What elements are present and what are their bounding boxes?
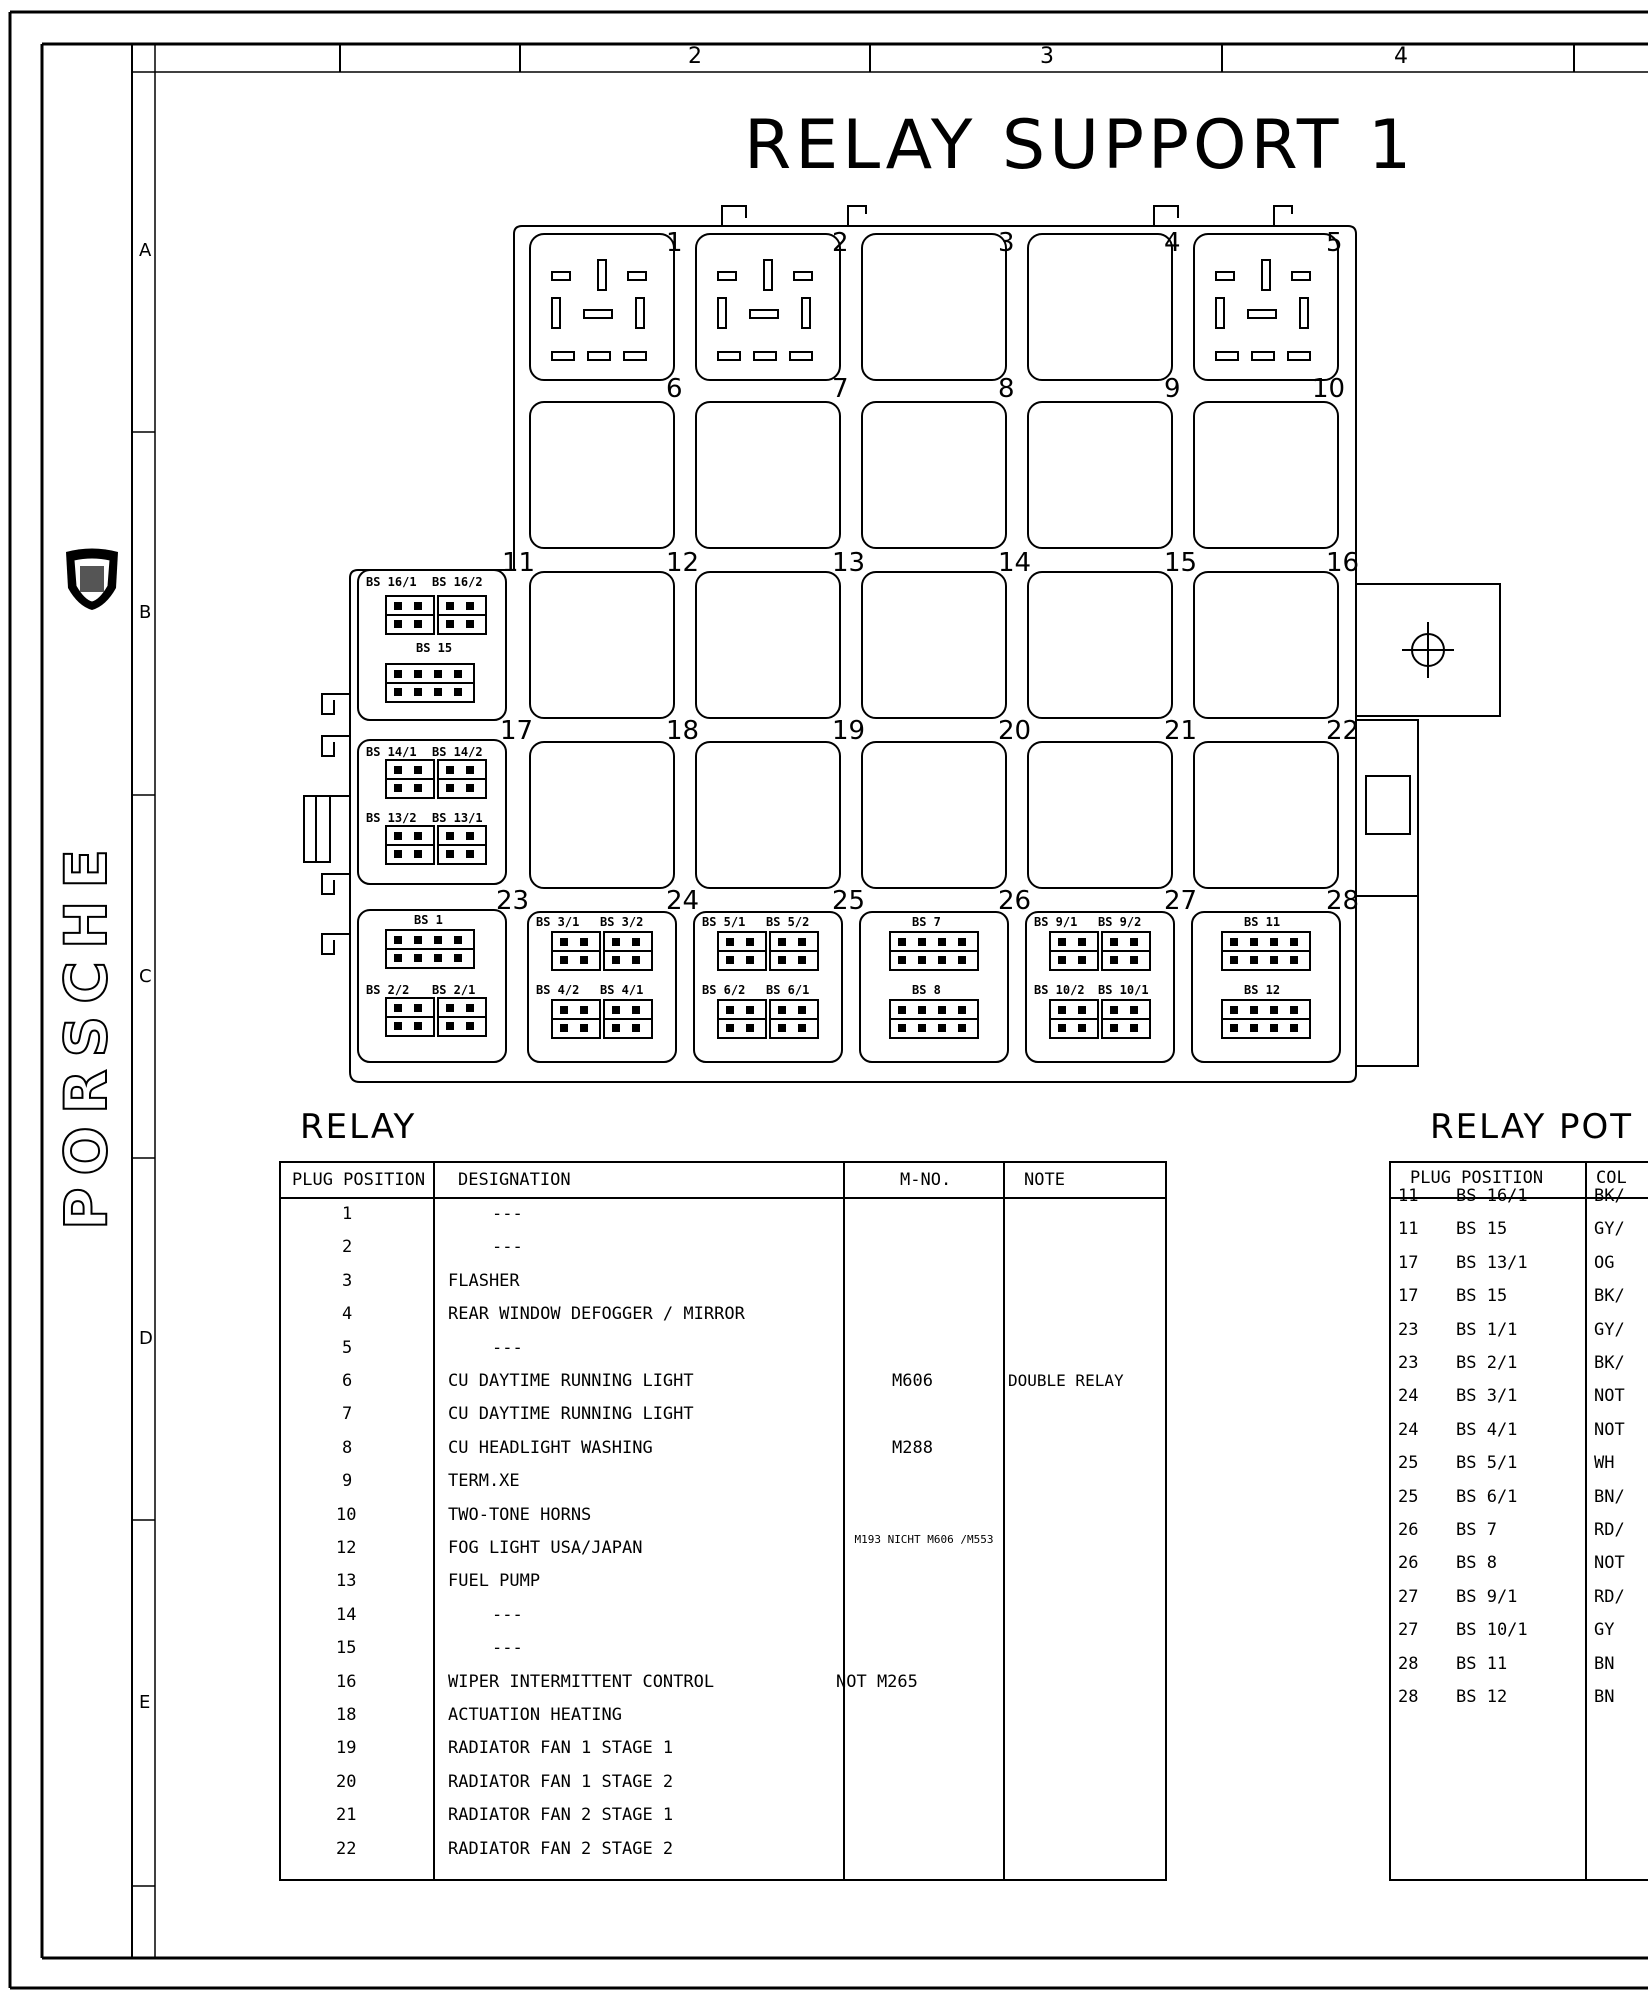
ruler-number-4: 4 [1394,44,1408,69]
relay-plug-position: 9 [342,1471,353,1491]
pot-plug-position: 11 [1398,1186,1419,1206]
relay-slot [1028,572,1172,718]
pot-plug-position: 26 [1398,1553,1419,1573]
connector-plug-icon [1102,932,1150,970]
relay-designation: ACTUATION HEATING [448,1705,622,1725]
pot-color: NOT [1594,1420,1625,1440]
relay-plug-position: 6 [342,1371,353,1391]
connector-label: BS 7 [912,915,941,929]
pot-connector: BS 9/1 [1456,1587,1518,1607]
slot-number: 22 [1326,716,1360,746]
pot-connector: BS 11 [1456,1654,1508,1674]
relay-table-title: RELAY [300,1107,417,1147]
connector-plug-icon [386,664,474,702]
mounting-hole-crosshair-icon [1402,622,1454,678]
connector-label: BS 9/1 [1034,915,1078,929]
connector-label: BS 13/1 [432,811,483,825]
pot-color: NOT [1594,1553,1625,1573]
connector-label: BS 11 [1244,915,1281,929]
row-letter-a: A [139,240,152,261]
connector-plug-icon [1222,932,1310,970]
relay-plug-position: 15 [336,1638,357,1658]
relay-slot [696,742,840,888]
relay-slot [862,742,1006,888]
slot-number: 24 [666,886,700,916]
relay-designation: --- [492,1338,523,1358]
relay-plug-position: 1 [342,1204,353,1224]
relay-designation: RADIATOR FAN 2 STAGE 2 [448,1839,674,1859]
ruler-number-3: 3 [1040,44,1054,69]
connector-plug-icon [604,1000,652,1038]
pot-color: BN [1594,1687,1615,1707]
connector-plug-icon [890,932,978,970]
relay-plug-position: 14 [336,1605,357,1625]
relay-header-plug-position: PLUG POSITION [292,1170,426,1190]
porsche-brand-text: PORSCHE [52,837,120,1230]
connector-plug-icon [386,930,474,968]
relay-plug-position: 4 [342,1304,353,1324]
relay-slot [862,572,1006,718]
slot-number: 13 [832,548,866,578]
relay-designation: RADIATOR FAN 1 STAGE 1 [448,1738,674,1758]
slot-number: 18 [666,716,700,746]
slot-number: 23 [496,886,530,916]
pot-connector: BS 8 [1456,1553,1497,1573]
pot-color: GY [1594,1620,1615,1640]
relay-header-m-no: M-NO. [900,1170,952,1190]
relay-slot [530,742,674,888]
row-letter-e: E [139,1692,151,1713]
pot-connector: BS 13/1 [1456,1253,1528,1273]
pot-header-color: COL [1596,1168,1627,1188]
connector-label: BS 12 [1244,983,1281,997]
slot-number: 6 [666,374,683,404]
ruler-number-2: 2 [688,44,702,69]
connector-plug-icon [604,932,652,970]
relay-plug-position: 8 [342,1438,353,1458]
relay-slot [530,572,674,718]
pot-plug-position: 25 [1398,1453,1419,1473]
connector-label: BS 8 [912,983,941,997]
slot-number: 15 [1164,548,1198,578]
relay-slot [1028,234,1172,380]
relay-designation: FOG LIGHT USA/JAPAN [448,1538,643,1558]
relay-table-grid [280,1162,1166,1880]
relay-slot [696,572,840,718]
slot-number: 11 [502,548,536,578]
pot-plug-position: 17 [1398,1286,1419,1306]
slot-number: 9 [1164,374,1181,404]
relay-designation: TWO-TONE HORNS [448,1505,592,1525]
connector-label: BS 15 [416,641,453,655]
pot-plug-position: 24 [1398,1386,1419,1406]
relay-slot [1194,742,1338,888]
connector-plug-icon [1050,932,1098,970]
pot-connector: BS 3/1 [1456,1386,1518,1406]
connector-plug-icon [386,596,434,634]
relay-slot [1028,742,1172,888]
relay-designation: CU DAYTIME RUNNING LIGHT [448,1404,694,1424]
connector-label: BS 14/1 [366,745,417,759]
pot-plug-position: 28 [1398,1687,1419,1707]
relay-plug-position: 7 [342,1404,353,1424]
slot-number: 16 [1326,548,1360,578]
connector-plug-icon [438,998,486,1036]
connector-label: BS 5/1 [702,915,746,929]
connector-label: BS 5/2 [766,915,810,929]
relay-header-note: NOTE [1024,1170,1065,1190]
connector-label: BS 6/1 [766,983,810,997]
connector-plug-icon [552,932,600,970]
relay-designation: --- [492,1638,523,1658]
relay-designation: FLASHER [448,1271,520,1291]
pot-connector: BS 16/1 [1456,1186,1528,1206]
connector-label: BS 2/2 [366,983,410,997]
pot-connector: BS 4/1 [1456,1420,1518,1440]
relay-plug-position: 2 [342,1237,353,1257]
relay-slot [696,402,840,548]
pot-connector: BS 2/1 [1456,1353,1518,1373]
relay-m-number: M606 [892,1371,933,1391]
connector-label: BS 10/2 [1034,983,1085,997]
relay-designation: --- [492,1237,523,1257]
row-ruler [132,432,155,1886]
pot-color: WH [1594,1453,1615,1473]
slot-number: 26 [998,886,1032,916]
pot-color: RD/ [1594,1520,1625,1540]
connector-plug-icon [438,760,486,798]
relay-pin-layouts [552,260,1310,360]
pot-plug-position: 24 [1398,1420,1419,1440]
slot-number: 3 [998,228,1015,258]
connector-label: BS 13/2 [366,811,417,825]
pot-color: NOT [1594,1386,1625,1406]
slot-number: 5 [1326,228,1343,258]
relay-plug-position: 20 [336,1772,357,1792]
connector-label: BS 3/1 [536,915,580,929]
relay-slot [862,402,1006,548]
relay-pin-icon [718,260,812,360]
relay-designation: RADIATOR FAN 1 STAGE 2 [448,1772,674,1792]
pot-plug-position: 23 [1398,1353,1419,1373]
relay-designation: RADIATOR FAN 2 STAGE 1 [448,1805,674,1825]
connector-plug-icon [770,932,818,970]
pot-connector: BS 15 [1456,1286,1508,1306]
connector-label: BS 16/2 [432,575,483,589]
relay-designation: WIPER INTERMITTENT CONTROL [448,1672,715,1692]
connector-label: BS 16/1 [366,575,417,589]
pot-connector: BS 6/1 [1456,1487,1518,1507]
pot-plug-position: 28 [1398,1654,1419,1674]
slot-number: 20 [998,716,1032,746]
pot-header-plug-position: PLUG POSITION [1410,1168,1544,1188]
pot-plug-position: 17 [1398,1253,1419,1273]
pot-connector: BS 1/1 [1456,1320,1518,1340]
relay-plug-position: 10 [336,1505,357,1525]
connector-label: BS 4/2 [536,983,580,997]
relay-designation: CU DAYTIME RUNNING LIGHT [448,1371,694,1391]
pot-connector: BS 10/1 [1456,1620,1528,1640]
relay-m-number: M288 [892,1438,933,1458]
connector-plug-icon [386,760,434,798]
connector-plug-icon [890,1000,978,1038]
relay-designation: REAR WINDOW DEFOGGER / MIRROR [448,1304,745,1324]
relay-slot [862,234,1006,380]
connector-label: BS 14/2 [432,745,483,759]
pot-plug-position: 26 [1398,1520,1419,1540]
column-ruler [340,44,1574,72]
relay-m-number: NOT M265 [836,1672,918,1692]
slot-number: 27 [1164,886,1198,916]
relay-pin-icon [1216,260,1310,360]
pot-plug-position: 25 [1398,1487,1419,1507]
relay-designation: FUEL PUMP [448,1571,541,1591]
connector-plug-icon [718,932,766,970]
connector-plug-icon [386,826,434,864]
relay-designation: TERM.XE [448,1471,520,1491]
connector-label: BS 10/1 [1098,983,1149,997]
relay-plug-position: 16 [336,1672,357,1692]
connector-label: BS 6/2 [702,983,746,997]
pot-color: BN/ [1594,1487,1625,1507]
relay-slot [530,402,674,548]
pot-color: BK/ [1594,1286,1625,1306]
relay-designation: CU HEADLIGHT WASHING [448,1438,653,1458]
connector-plug-icon [438,596,486,634]
slot-number: 2 [832,228,849,258]
relay-header-designation: DESIGNATION [458,1170,571,1190]
relay-designation: --- [492,1605,523,1625]
pot-color: GY/ [1594,1219,1625,1239]
pot-connector: BS 7 [1456,1520,1497,1540]
slot-number: 21 [1164,716,1198,746]
connector-plug-icon [1222,1000,1310,1038]
pot-plug-position: 27 [1398,1587,1419,1607]
relay-plug-position: 13 [336,1571,357,1591]
connector-blocks [358,570,1340,1062]
connector-plug-icon [718,1000,766,1038]
pot-plug-position: 27 [1398,1620,1419,1640]
relay-plug-position: 5 [342,1338,353,1358]
connector-label: BS 1 [414,913,443,927]
pot-table-title: RELAY POT [1430,1107,1634,1147]
pot-color: OG [1594,1253,1615,1273]
pot-plug-position: 23 [1398,1320,1419,1340]
connector-plug-icon [438,826,486,864]
page-title: RELAY SUPPORT 1 [744,106,1416,185]
slot-number: 7 [832,374,849,404]
relay-note: DOUBLE RELAY [1008,1371,1124,1390]
row-letter-d: D [139,1328,153,1349]
connector-plug-icon [1050,1000,1098,1038]
connector-plug-icon [770,1000,818,1038]
relay-plug-position: 22 [336,1839,357,1859]
pot-color: BN [1594,1654,1615,1674]
pot-color: BK/ [1594,1353,1625,1373]
connector-label: BS 2/1 [432,983,476,997]
connector-plug-icon [1102,1000,1150,1038]
relay-plug-position: 3 [342,1271,353,1291]
slot-number: 12 [666,548,700,578]
slot-number: 1 [666,228,683,258]
slot-number: 25 [832,886,866,916]
slot-number: 8 [998,374,1015,404]
pot-connector: BS 12 [1456,1687,1508,1707]
pot-plug-position: 11 [1398,1219,1419,1239]
connector-label: BS 4/1 [600,983,644,997]
pot-color: BK/ [1594,1186,1625,1206]
relay-plug-position: 19 [336,1738,357,1758]
row-letter-c: C [139,966,152,987]
connector-label: BS 9/2 [1098,915,1142,929]
pot-color: RD/ [1594,1587,1625,1607]
slot-number: 19 [832,716,866,746]
relay-slot-grid [530,234,1338,888]
row-letter-b: B [139,602,152,623]
relay-pin-icon [552,260,646,360]
pot-connector: BS 15 [1456,1219,1508,1239]
slot-number: 10 [1312,374,1346,404]
relay-plug-position: 21 [336,1805,357,1825]
relay-designation: --- [492,1204,523,1224]
slot-number: 4 [1164,228,1181,258]
relay-slot [1028,402,1172,548]
pot-connector: BS 5/1 [1456,1453,1518,1473]
pot-color: GY/ [1594,1320,1625,1340]
relay-m-number: M193 NICHT M606 /M553 [854,1533,994,1546]
connector-plug-icon [386,998,434,1036]
slot-number: 14 [998,548,1032,578]
relay-slot [1194,402,1338,548]
relay-plug-position: 12 [336,1538,357,1558]
relay-slot [1194,572,1338,718]
relay-plug-position: 18 [336,1705,357,1725]
slot-number: 28 [1326,886,1360,916]
connector-plug-icon [552,1000,600,1038]
porsche-crest-icon [66,549,118,611]
slot-number: 17 [500,716,534,746]
connector-label: BS 3/2 [600,915,644,929]
